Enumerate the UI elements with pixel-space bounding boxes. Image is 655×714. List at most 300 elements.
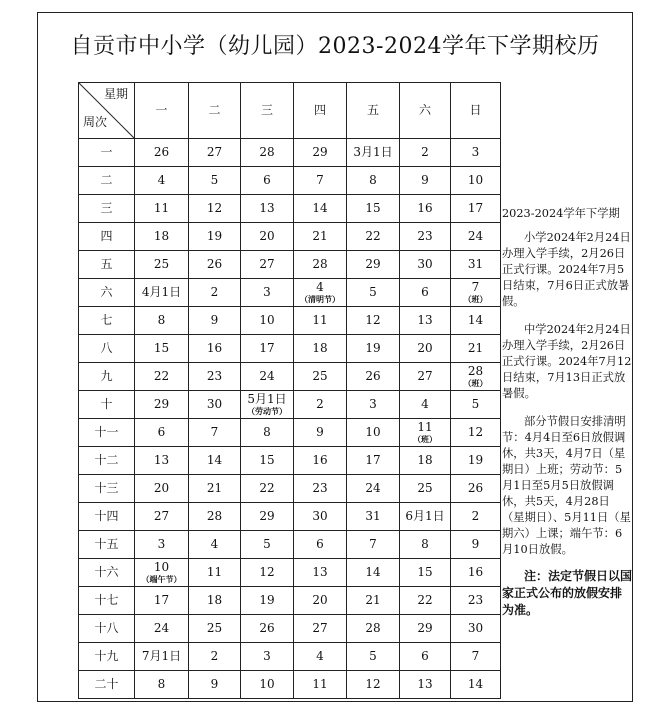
date-value: 12 [206, 200, 223, 215]
date-value: 28 [365, 620, 381, 635]
week-row [79, 391, 501, 419]
date-cell [400, 671, 451, 699]
date-cell [347, 335, 400, 363]
date-cell [294, 531, 347, 559]
date-value: 27 [206, 144, 223, 159]
date-cell [189, 615, 241, 643]
header-row [79, 83, 501, 139]
date-value: 13 [153, 452, 170, 467]
date-value: 25 [312, 368, 328, 383]
date-value: 31 [467, 256, 484, 271]
date-cell [241, 447, 294, 475]
date-value: 15 [365, 200, 381, 215]
date-value: 16 [312, 452, 328, 467]
date-cell [189, 671, 241, 699]
date-value: 14 [312, 200, 328, 215]
date-cell [451, 167, 501, 195]
date-cell [347, 671, 400, 699]
date-cell [347, 251, 400, 279]
date-value: 27 [153, 508, 170, 523]
date-value: 2 [316, 396, 324, 411]
date-value: 14 [467, 676, 484, 691]
date-cell [347, 475, 400, 503]
date-cell [294, 251, 347, 279]
date-cell [189, 307, 241, 335]
date-cell [400, 531, 451, 559]
date-value: 23 [417, 228, 433, 243]
date-value: 30 [206, 396, 223, 411]
date-value: 9 [210, 312, 219, 327]
date-cell [400, 223, 451, 251]
day-header: 四 [294, 83, 347, 139]
date-value: 11 [417, 420, 433, 434]
date-value: 14 [206, 452, 223, 467]
date-cell [400, 195, 451, 223]
week-row [79, 503, 501, 531]
week-row [79, 587, 501, 615]
date-value: 4月1日 [141, 284, 182, 299]
date-value: 20 [417, 340, 433, 355]
date-cell [294, 419, 347, 447]
date-value: 17 [365, 452, 381, 467]
date-value: 30 [312, 508, 328, 523]
date-value: 6 [157, 424, 166, 439]
date-value: 29 [259, 508, 275, 523]
date-cell [347, 167, 400, 195]
holiday-label: （班） [463, 293, 488, 304]
week-number-cell: 十二 [79, 447, 135, 475]
date-cell [135, 419, 189, 447]
date-cell [451, 503, 501, 531]
week-row [79, 643, 501, 671]
date-value: 7 [316, 172, 324, 187]
date-value: 13 [259, 200, 275, 215]
date-value: 5 [210, 172, 219, 187]
date-value: 26 [467, 480, 484, 495]
date-value: 7 [210, 424, 219, 439]
date-cell [294, 559, 347, 587]
date-cell [135, 363, 189, 391]
date-cell [241, 307, 294, 335]
week-row [79, 279, 501, 307]
date-cell [400, 279, 451, 307]
date-cell [400, 615, 451, 643]
date-cell [189, 419, 241, 447]
date-cell [189, 279, 241, 307]
date-cell [294, 167, 347, 195]
date-value: 9 [471, 536, 480, 551]
date-cell [347, 419, 400, 447]
date-cell [347, 503, 400, 531]
date-cell [294, 615, 347, 643]
date-value: 5 [471, 396, 480, 411]
week-number-cell: 十一 [79, 419, 135, 447]
date-value: 10 [365, 424, 381, 439]
date-cell [241, 139, 294, 167]
date-value: 5月1日 [247, 392, 287, 406]
date-cell [135, 195, 189, 223]
date-value: 28 [312, 256, 328, 271]
date-cell [451, 559, 501, 587]
date-value: 23 [312, 480, 328, 495]
week-number-cell: 四 [79, 223, 135, 251]
date-value: 18 [312, 340, 328, 355]
date-cell [294, 391, 347, 419]
day-header: 二 [189, 83, 241, 139]
date-cell [294, 335, 347, 363]
date-cell [347, 363, 400, 391]
date-value: 18 [206, 592, 223, 607]
date-cell [241, 531, 294, 559]
primary-school-note: 小学2024年2月24日办理入学手续，2月26日正式行课。2024年7月5日结束，7月6日正式放暑假。 [502, 231, 631, 308]
middle-school-note: 中学2024年2月24日办理入学手续，2月26日正式行课。2024年7月12日结束，7月13日正式放暑假。 [502, 323, 632, 400]
date-cell [400, 391, 451, 419]
week-row [79, 223, 501, 251]
week-number-cell: 一 [79, 139, 135, 167]
date-cell [241, 195, 294, 223]
date-value: 29 [312, 144, 328, 159]
date-cell [241, 503, 294, 531]
date-value: 12 [365, 312, 381, 327]
date-value: 20 [312, 592, 328, 607]
date-value: 4 [316, 280, 324, 294]
date-cell [241, 643, 294, 671]
date-cell [347, 531, 400, 559]
week-row [79, 419, 501, 447]
date-value: 9 [316, 424, 324, 439]
date-value: 8 [421, 536, 429, 551]
date-cell [189, 223, 241, 251]
date-cell [294, 671, 347, 699]
date-value: 28 [467, 364, 484, 378]
holiday-label: （班） [413, 433, 437, 444]
date-cell [347, 223, 400, 251]
date-value: 29 [365, 256, 381, 271]
date-cell [294, 223, 347, 251]
date-value: 21 [206, 480, 223, 495]
date-cell [347, 587, 400, 615]
date-cell [400, 643, 451, 671]
week-number-cell: 八 [79, 335, 135, 363]
date-value: 26 [365, 368, 381, 383]
day-header: 五 [347, 83, 400, 139]
date-cell [347, 615, 400, 643]
date-value: 3 [263, 648, 271, 663]
date-value: 18 [417, 452, 433, 467]
week-number-cell: 三 [79, 195, 135, 223]
date-value: 28 [206, 508, 223, 523]
date-value: 15 [417, 564, 433, 579]
date-cell [294, 447, 347, 475]
date-value: 5 [263, 536, 271, 551]
date-value: 25 [417, 480, 433, 495]
date-cell [400, 559, 451, 587]
date-cell [347, 279, 400, 307]
date-value: 6月1日 [405, 508, 445, 523]
date-value: 24 [259, 368, 275, 383]
date-value: 14 [467, 312, 484, 327]
date-value: 3 [471, 144, 480, 159]
corner-header-cell [79, 83, 135, 139]
date-value: 12 [365, 676, 381, 691]
calendar-frame [37, 12, 633, 702]
date-cell [241, 615, 294, 643]
date-value: 6 [421, 648, 429, 663]
date-value: 15 [259, 452, 275, 467]
date-cell [451, 475, 501, 503]
holiday-arrangement-note: 部分节假日安排清明节：4月4日至6日放假调休，共3天，4月7日（星期日）上班；劳动节：5月1日至5月5日放假调休，共5天，4月28日（星期日）、5月11日（星期六）上课；端午节：6月10日放假。 [502, 415, 631, 556]
date-cell [135, 503, 189, 531]
week-row [79, 307, 501, 335]
week-number-cell: 十 [79, 391, 135, 419]
date-cell [451, 307, 501, 335]
date-cell [294, 503, 347, 531]
date-value: 26 [153, 144, 170, 159]
notes-heading: 2023-2024学年下学期 [502, 207, 620, 220]
date-cell [451, 391, 501, 419]
date-value: 3 [369, 396, 377, 411]
date-cell [347, 447, 400, 475]
date-cell [135, 615, 189, 643]
date-value: 20 [153, 480, 170, 495]
date-cell [451, 279, 501, 307]
date-cell [241, 475, 294, 503]
date-cell [135, 531, 189, 559]
date-cell [347, 643, 400, 671]
date-cell [189, 503, 241, 531]
date-cell [241, 391, 294, 419]
date-cell [189, 559, 241, 587]
date-value: 22 [417, 592, 433, 607]
date-value: 21 [467, 340, 484, 355]
date-value: 11 [312, 676, 328, 691]
date-cell [135, 587, 189, 615]
date-cell [294, 195, 347, 223]
date-value: 27 [259, 256, 275, 271]
date-cell [135, 223, 189, 251]
day-axis-label: 星期 [103, 87, 128, 101]
date-cell [294, 587, 347, 615]
day-header: 三 [241, 83, 294, 139]
date-value: 8 [369, 172, 377, 187]
date-cell [400, 335, 451, 363]
date-value: 7 [369, 536, 377, 551]
date-value: 13 [417, 676, 433, 691]
date-value: 4 [157, 172, 166, 187]
date-cell [135, 139, 189, 167]
date-cell [241, 279, 294, 307]
date-cell [189, 167, 241, 195]
date-cell [294, 363, 347, 391]
date-value: 22 [259, 480, 275, 495]
date-value: 26 [259, 620, 275, 635]
calendar-table [78, 82, 501, 699]
date-value: 6 [421, 284, 429, 299]
date-value: 17 [259, 340, 275, 355]
week-row [79, 363, 501, 391]
week-number-cell: 六 [79, 279, 135, 307]
week-number-cell: 十六 [79, 559, 135, 587]
date-cell [451, 363, 501, 391]
date-cell [135, 279, 189, 307]
holiday-label: （清明节） [300, 293, 340, 304]
date-value: 10 [259, 676, 275, 691]
date-cell [451, 195, 501, 223]
date-value: 9 [421, 172, 429, 187]
date-value: 29 [153, 396, 170, 411]
date-value: 3月1日 [353, 144, 393, 159]
week-number-cell: 二十 [79, 671, 135, 699]
notes-panel [502, 206, 632, 619]
date-cell [400, 363, 451, 391]
date-cell [241, 587, 294, 615]
date-value: 15 [153, 340, 170, 355]
date-value: 16 [417, 200, 433, 215]
date-cell [294, 643, 347, 671]
date-value: 10 [153, 560, 170, 574]
date-cell [135, 643, 189, 671]
week-number-cell: 十四 [79, 503, 135, 531]
date-cell [135, 167, 189, 195]
date-cell [451, 139, 501, 167]
date-value: 18 [153, 228, 170, 243]
date-value: 4 [421, 396, 429, 411]
week-row [79, 195, 501, 223]
date-value: 29 [417, 620, 433, 635]
date-cell [135, 391, 189, 419]
date-value: 5 [369, 284, 377, 299]
date-value: 10 [259, 312, 275, 327]
date-cell [347, 139, 400, 167]
date-cell [241, 335, 294, 363]
legal-holiday-remark: 注：法定节假日以国家正式公布的放假安排为准。 [502, 569, 633, 617]
week-number-cell: 十九 [79, 643, 135, 671]
date-value: 16 [467, 564, 484, 579]
date-cell [451, 223, 501, 251]
date-value: 24 [153, 620, 170, 635]
date-value: 31 [365, 508, 381, 523]
date-cell [189, 447, 241, 475]
date-cell [400, 475, 451, 503]
date-cell [189, 195, 241, 223]
date-value: 21 [312, 228, 328, 243]
week-row [79, 167, 501, 195]
date-cell [189, 391, 241, 419]
date-value: 19 [206, 228, 223, 243]
date-cell [400, 251, 451, 279]
date-cell [189, 335, 241, 363]
holiday-label: （端午节） [141, 573, 182, 584]
date-cell [189, 363, 241, 391]
date-cell [241, 559, 294, 587]
date-value: 27 [312, 620, 328, 635]
date-cell [400, 419, 451, 447]
date-value: 8 [157, 676, 166, 691]
date-cell [451, 643, 501, 671]
date-cell [189, 643, 241, 671]
date-value: 6 [316, 536, 324, 551]
date-value: 6 [263, 172, 271, 187]
week-axis-label: 周次 [83, 115, 108, 130]
date-value: 24 [467, 228, 484, 243]
date-cell [400, 167, 451, 195]
date-cell [347, 391, 400, 419]
week-row [79, 531, 501, 559]
day-header: 一 [135, 83, 189, 139]
date-cell [135, 251, 189, 279]
date-value: 11 [153, 200, 170, 215]
date-cell [241, 671, 294, 699]
date-value: 17 [153, 592, 170, 607]
date-cell [241, 363, 294, 391]
date-value: 2 [471, 508, 480, 523]
date-cell [400, 587, 451, 615]
date-cell [189, 251, 241, 279]
date-value: 28 [259, 144, 275, 159]
date-value: 11 [312, 312, 328, 327]
date-value: 27 [417, 368, 433, 383]
date-value: 2 [210, 648, 219, 663]
date-cell [135, 335, 189, 363]
date-value: 2 [210, 284, 219, 299]
week-number-cell: 五 [79, 251, 135, 279]
date-value: 21 [365, 592, 381, 607]
date-cell [189, 587, 241, 615]
date-value: 7 [471, 280, 480, 294]
date-value: 19 [259, 592, 275, 607]
date-cell [294, 279, 347, 307]
date-cell [189, 139, 241, 167]
date-value: 8 [263, 424, 271, 439]
date-value: 7月1日 [141, 648, 182, 663]
date-cell [451, 447, 501, 475]
date-value: 23 [467, 592, 484, 607]
date-cell [451, 251, 501, 279]
date-value: 12 [467, 424, 484, 439]
week-number-cell: 二 [79, 167, 135, 195]
date-value: 19 [365, 340, 381, 355]
day-header: 日 [451, 83, 501, 139]
date-cell [135, 475, 189, 503]
date-value: 3 [157, 536, 166, 551]
week-row [79, 139, 501, 167]
date-cell [294, 475, 347, 503]
date-cell [135, 559, 189, 587]
day-header: 六 [400, 83, 451, 139]
date-cell [135, 671, 189, 699]
date-cell [241, 223, 294, 251]
date-cell [294, 139, 347, 167]
date-cell [241, 167, 294, 195]
date-value: 19 [467, 452, 484, 467]
date-cell [400, 139, 451, 167]
date-value: 13 [312, 564, 328, 579]
week-number-cell: 十八 [79, 615, 135, 643]
week-number-cell: 十五 [79, 531, 135, 559]
week-number-cell: 七 [79, 307, 135, 335]
week-row [79, 615, 501, 643]
date-value: 3 [263, 284, 271, 299]
week-row [79, 447, 501, 475]
date-cell [241, 251, 294, 279]
date-value: 12 [259, 564, 275, 579]
week-row [79, 559, 501, 587]
date-cell [347, 307, 400, 335]
week-row [79, 475, 501, 503]
date-value: 22 [365, 228, 381, 243]
date-cell [451, 335, 501, 363]
date-cell [135, 307, 189, 335]
